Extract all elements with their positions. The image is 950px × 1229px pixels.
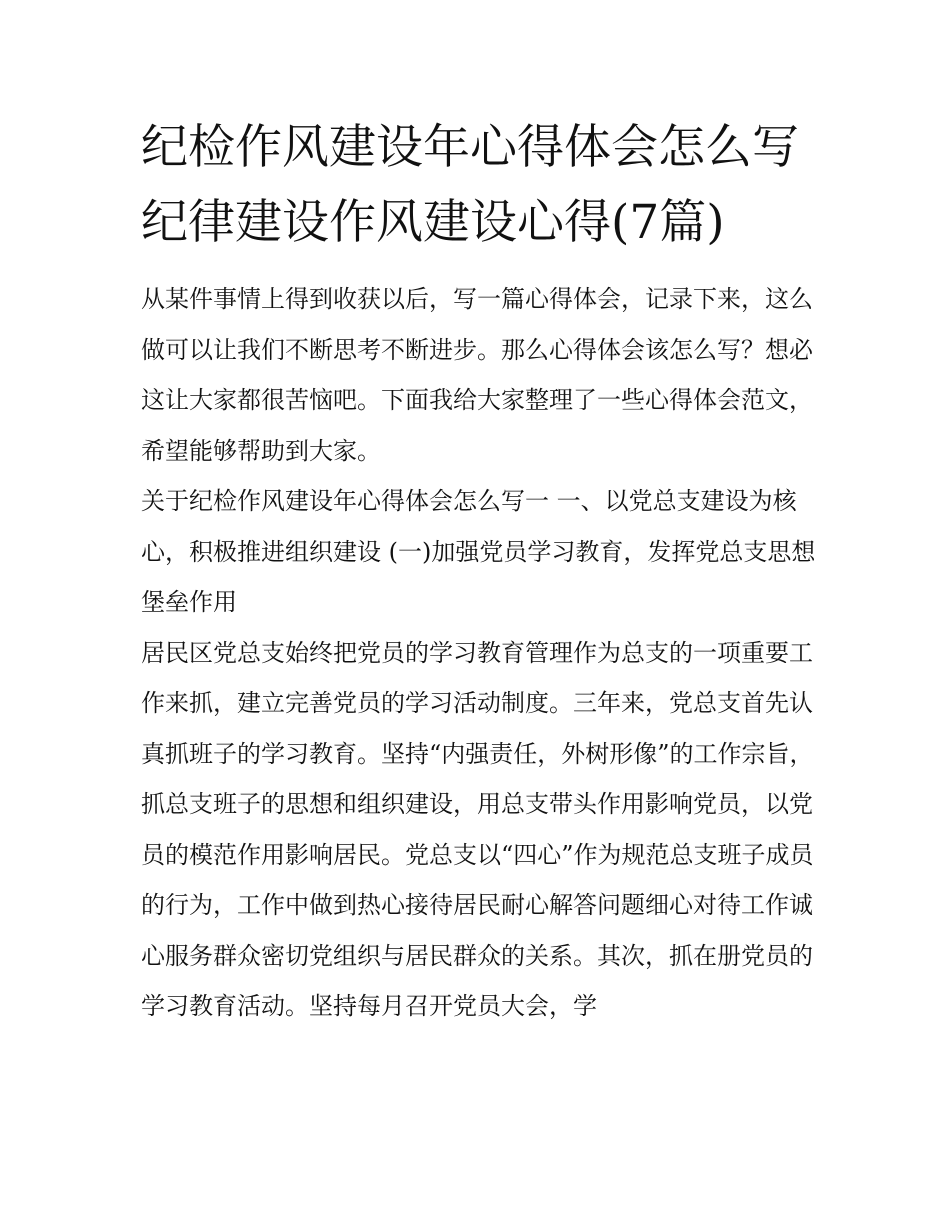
document-page bbox=[141, 110, 816, 1032]
paragraph-body: 居民区党总支始终把党员的学习教育管理作为总支的一项重要工作来抓，建立完善党员的学习活动制度。三年来，党总支首先认真抓班子的学习教育。坚持“内强责任，外树形像”的工作宗旨，抓总支班子的思想和组织建设，用总支带头作用影响党员，以党员的模范作用影响居民。党总支以“四心”作为规范总支班子成员的行为，工作中做到热心接待居民耐心解答问题细心对待工作诚心服务群众密切党组织与居民群众的关系。其次，抓在册党员的学习教育活动。坚持每月召开党员大会，学 bbox=[141, 638, 814, 1020]
document-title: 纪检作风建设年心得体会怎么写 纪律建设作风建设心得(7篇) bbox=[141, 120, 799, 250]
document-body bbox=[141, 274, 816, 1032]
paragraph-section-heading: 关于纪检作风建设年心得体会怎么写一 一、以党总支建设为核心，积极推进组织建设 (一)加强党员学习教育，发挥党总支思想堡垒作用 bbox=[141, 487, 816, 616]
paragraph-intro: 从某件事情上得到收获以后，写一篇心得体会，记录下来，这么做可以让我们不断思考不断进步。那么心得体会该怎么写？想必这让大家都很苦恼吧。下面我给大家整理了一些心得体会范文，希望能够帮助到大家。 bbox=[141, 285, 813, 465]
